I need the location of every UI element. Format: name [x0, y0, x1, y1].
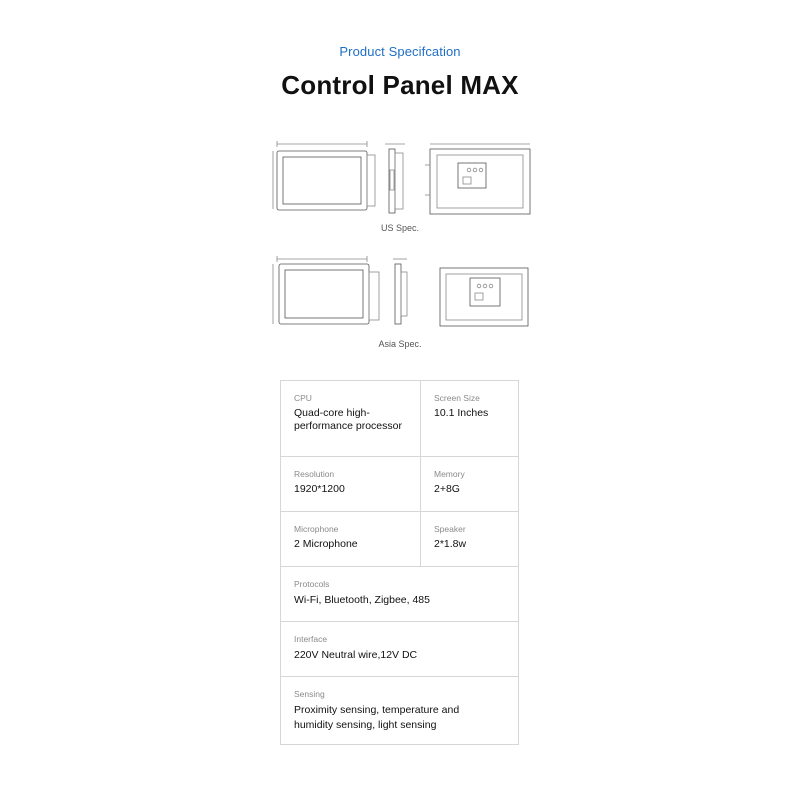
spec-cell-interface — [281, 622, 518, 676]
spec-row-cpu — [281, 381, 518, 457]
spec-label: Screen Size — [434, 393, 480, 403]
spec-row-resolution — [281, 457, 518, 512]
spec-value: 220V Neutral wire,12V DC — [294, 649, 418, 661]
spec-value: 2*1.8w — [434, 538, 467, 550]
spec-label: Sensing — [294, 689, 325, 699]
section-eyebrow: Product Specifcation — [339, 44, 461, 59]
spec-row-sensing — [281, 677, 518, 744]
spec-row-protocols — [281, 567, 518, 622]
us-spec-caption: US Spec. — [380, 223, 420, 233]
asia-spec-caption: Asia Spec. — [378, 339, 422, 349]
spec-cell-screen-size — [421, 381, 518, 456]
page-title: Control Panel MAX — [281, 70, 519, 100]
us-spec-drawing — [265, 135, 540, 220]
spec-label: CPU — [294, 393, 312, 403]
spec-value: 10.1 Inches — [434, 407, 489, 419]
spec-row-interface — [281, 622, 518, 677]
spec-cell-memory — [421, 457, 518, 511]
spec-label: Resolution — [294, 469, 335, 479]
spec-value: 2+8G — [434, 483, 460, 495]
spec-cell-protocols — [281, 567, 518, 621]
spec-cell-microphone — [281, 512, 421, 566]
spec-cell-sensing — [281, 677, 518, 744]
spec-value: 2 Microphone — [294, 538, 358, 550]
spec-table — [280, 380, 519, 745]
spec-label: Speaker — [434, 524, 466, 534]
spec-label: Microphone — [294, 524, 339, 534]
spec-value: 1920*1200 — [294, 483, 345, 495]
spec-value: Proximity sensing, temperature and humidity sensing, light sensing — [294, 704, 460, 731]
spec-cell-speaker — [421, 512, 518, 566]
spec-value: Quad-core high-performance processor — [294, 407, 402, 432]
spec-row-microphone — [281, 512, 518, 567]
spec-cell-resolution — [281, 457, 421, 511]
spec-label: Memory — [434, 469, 465, 479]
spec-label: Interface — [294, 634, 328, 644]
spec-value: Wi-Fi, Bluetooth, Zigbee, 485 — [294, 594, 430, 606]
asia-spec-drawing — [265, 250, 540, 335]
spec-cell-cpu — [281, 381, 421, 456]
spec-label: Protocols — [294, 579, 330, 589]
